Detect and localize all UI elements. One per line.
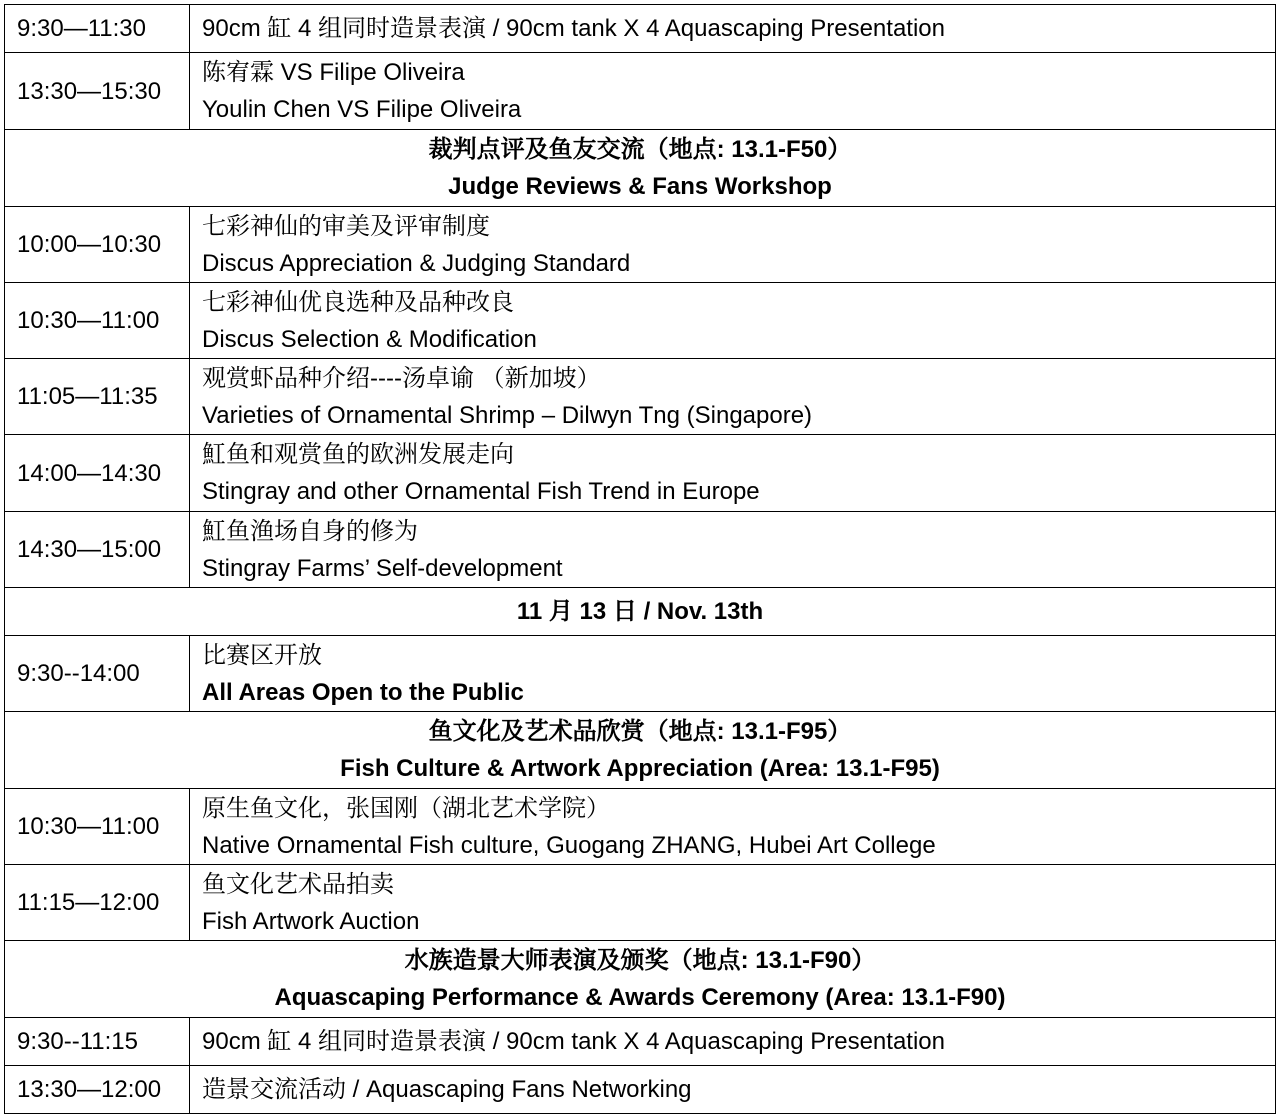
time-cell: 14:00—14:30: [5, 435, 190, 512]
section-title-cn: 裁判点评及鱼友交流（地点: 13.1-F50）: [428, 136, 852, 163]
section-header-row: [5, 712, 1276, 789]
schedule-row: [5, 435, 1276, 512]
schedule-row: [5, 359, 1276, 435]
description-cell: [190, 789, 1276, 865]
description-line-cn: 陈宥霖 VS Filipe Oliveira: [202, 59, 465, 86]
description-cell: [190, 1018, 1276, 1066]
schedule-row: [5, 283, 1276, 359]
time-cell: 10:30—11:00: [5, 789, 190, 865]
description-line-en: Stingray and other Ornamental Fish Trend in Europe: [202, 478, 760, 505]
description-line-en: Varieties of Ornamental Shrimp – Dilwyn Tng (Singapore): [202, 401, 813, 429]
date-title: 11 月 13 日 / Nov. 13th: [516, 598, 764, 625]
section-title-cn: 水族造景大师表演及颁奖（地点: 13.1-F90）: [404, 947, 876, 974]
schedule-row: [5, 789, 1276, 865]
description-line-cn: 魟鱼和观赏鱼的欧洲发展走向: [202, 441, 514, 468]
schedule-row: [5, 1066, 1276, 1114]
description-line-en: Discus Appreciation & Judging Standard: [202, 249, 631, 277]
description-cell: [190, 1066, 1276, 1114]
schedule-table: [4, 4, 1276, 1114]
schedule-row: [5, 53, 1276, 130]
description-cell: [190, 283, 1276, 359]
section-title-en: Judge Reviews & Fans Workshop: [448, 173, 832, 200]
section-header-row: [5, 130, 1276, 207]
schedule-row: [5, 865, 1276, 941]
section-header: [5, 712, 1276, 789]
description-cell: [190, 636, 1276, 712]
description-line-en: Fish Artwork Auction: [202, 907, 420, 935]
date-header: [5, 588, 1276, 636]
description-line: 90cm 缸 4 组同时造景表演 / 90cm tank X 4 Aquascaping Presentation: [202, 15, 945, 42]
description-line-cn: 比赛区开放: [202, 641, 322, 669]
date-header-row: [5, 588, 1276, 636]
time-cell: 9:30—11:30: [5, 5, 190, 53]
description-cell: [190, 53, 1276, 130]
section-header: [5, 941, 1276, 1018]
description-cell: [190, 5, 1276, 53]
schedule-row: [5, 1018, 1276, 1066]
time-cell: 14:30—15:00: [5, 512, 190, 588]
description-cell: [190, 435, 1276, 512]
description-line-cn: 鱼文化艺术品拍卖: [202, 870, 394, 898]
description-cell: [190, 865, 1276, 941]
time-cell: 13:30—12:00: [5, 1066, 190, 1114]
time-cell: 11:15—12:00: [5, 865, 190, 941]
section-title-en: Fish Culture & Artwork Appreciation (Area: 13.1-F95): [340, 755, 940, 782]
description-line-cn: 原生鱼文化，张国刚（湖北艺术学院）: [202, 794, 610, 822]
description-line-en: Youlin Chen VS Filipe Oliveira: [202, 96, 522, 123]
description-line-en: All Areas Open to the Public: [202, 678, 524, 706]
section-header-row: [5, 941, 1276, 1018]
schedule-row: [5, 512, 1276, 588]
description-line-cn: 魟鱼渔场自身的修为: [202, 517, 418, 545]
schedule-row: [5, 5, 1276, 53]
description-line-en: Discus Selection & Modification: [202, 325, 537, 353]
description-cell: [190, 207, 1276, 283]
time-cell: 10:30—11:00: [5, 283, 190, 359]
description-line: 90cm 缸 4 组同时造景表演 / 90cm tank X 4 Aquascaping Presentation: [202, 1028, 945, 1055]
description-line-cn: 七彩神仙优良选种及品种改良: [202, 288, 514, 316]
time-cell: 9:30--14:00: [5, 636, 190, 712]
description-line-cn: 七彩神仙的审美及评审制度: [202, 212, 490, 240]
time-cell: 13:30—15:30: [5, 53, 190, 130]
section-title-cn: 鱼文化及艺术品欣赏（地点: 13.1-F95）: [428, 718, 852, 745]
description-cell: [190, 359, 1276, 435]
description-line-cn: 观赏虾品种介绍----汤卓谕 （新加坡）: [202, 364, 601, 392]
description-line: 造景交流活动 / Aquascaping Fans Networking: [202, 1076, 692, 1103]
description-cell: [190, 512, 1276, 588]
section-header: [5, 130, 1276, 207]
time-cell: 10:00—10:30: [5, 207, 190, 283]
section-title-en: Aquascaping Performance & Awards Ceremony (Area: 13.1-F90): [274, 984, 1006, 1011]
time-cell: 11:05—11:35: [5, 359, 190, 435]
description-line-en: Stingray Farms’ Self-development: [202, 554, 563, 582]
schedule-row: [5, 207, 1276, 283]
description-line-en: Native Ornamental Fish culture, Guogang ZHANG, Hubei Art College: [202, 831, 936, 859]
schedule-row: [5, 636, 1276, 712]
time-cell: 9:30--11:15: [5, 1018, 190, 1066]
